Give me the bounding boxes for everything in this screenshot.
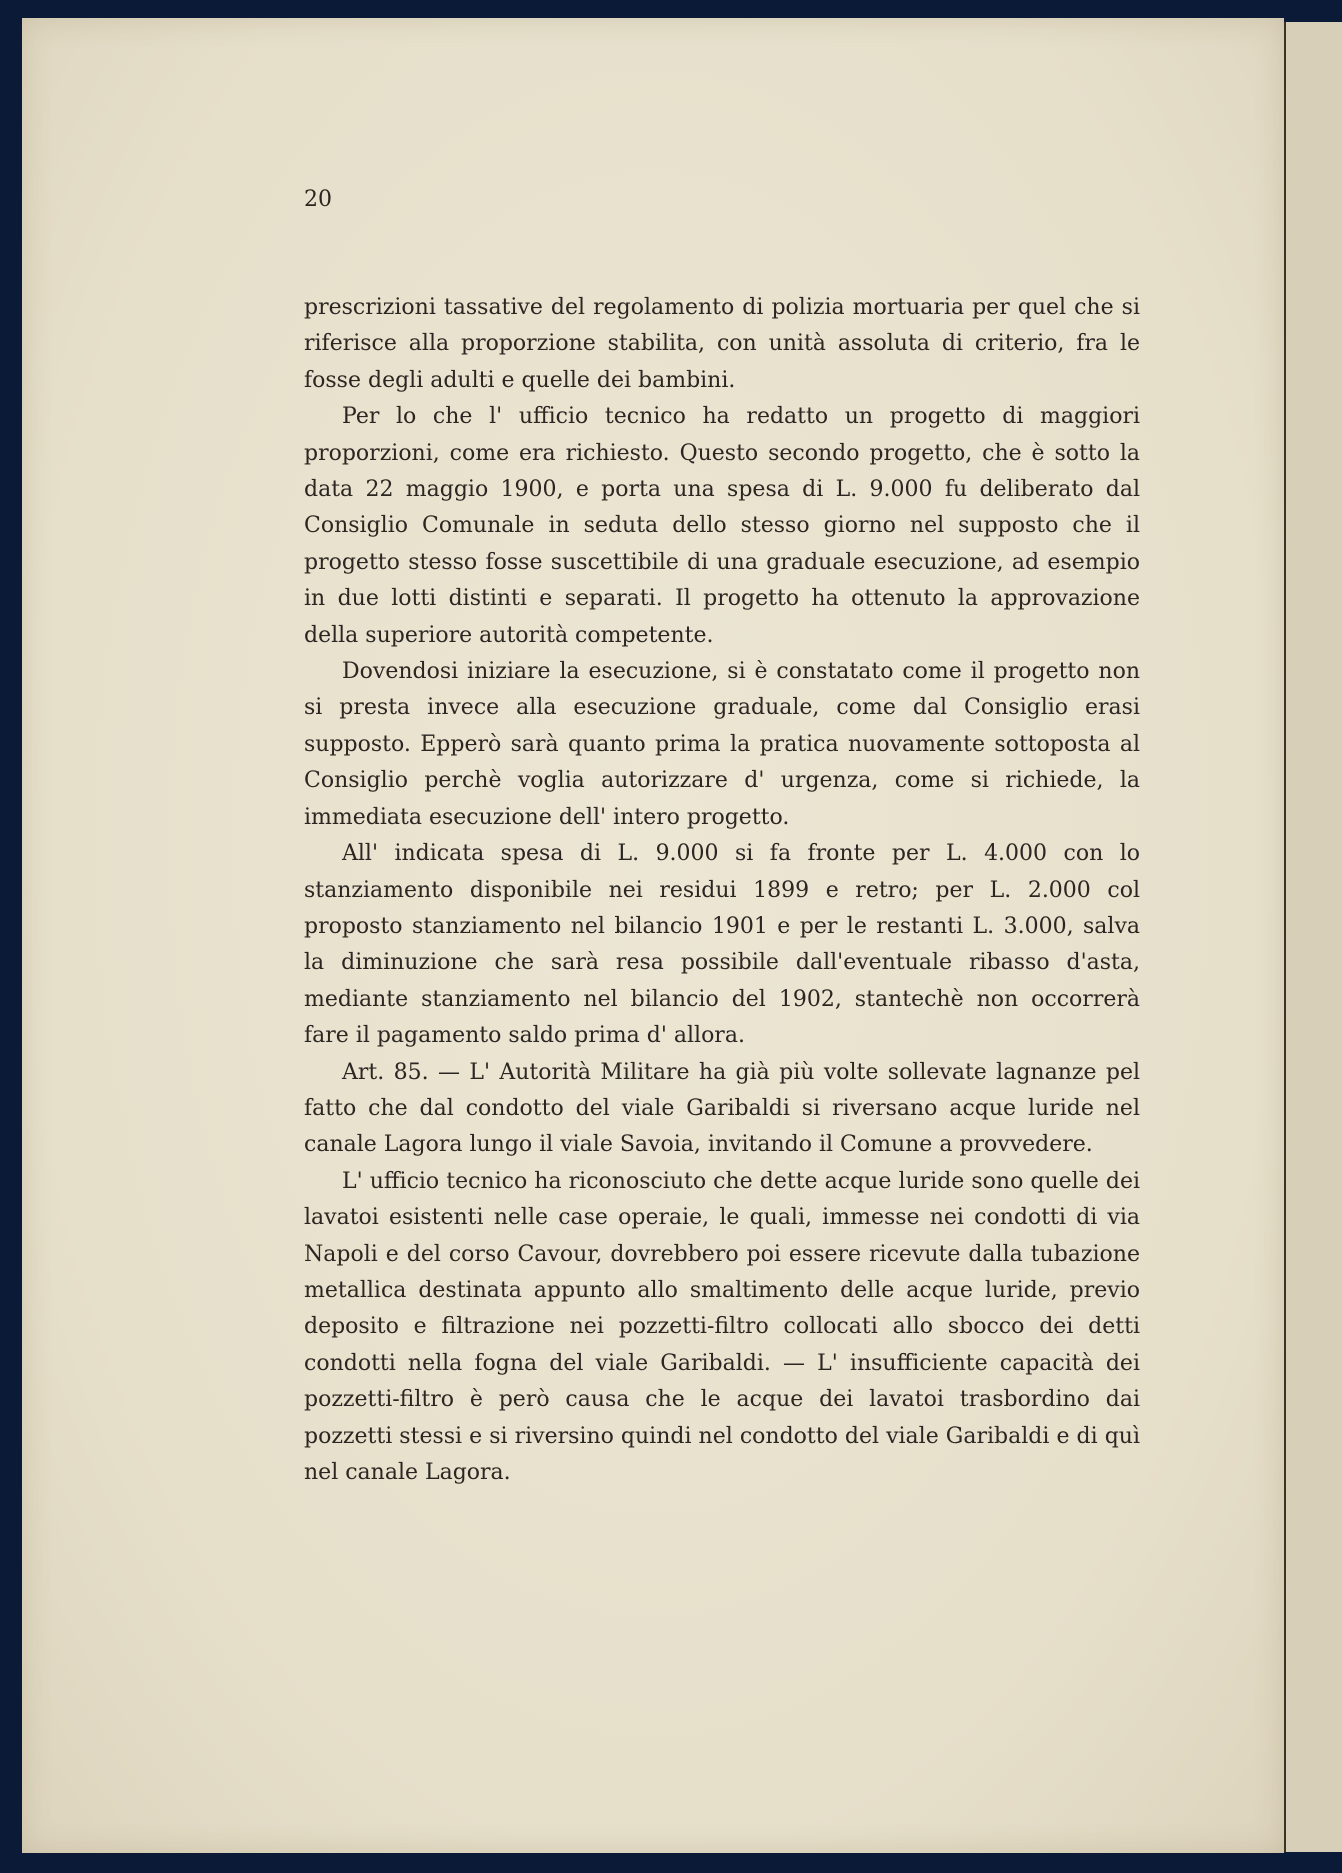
paragraph-4: All' indicata spesa di L. 9.000 si fa fronte per L. 4.000 con lo stanziamento disponibile nei residui 1899 e retro; per L. 2.000 col proposto stanziamento nel bilancio 1901 e per le restanti L. 3.000, salva la diminuzione che sarà resa possibile dall'eventuale ribasso d'asta, mediante stanziamento nel bilancio del 1902, stantechè non occorrerà fare il pagamento saldo prima d' allora. — [304, 841, 1140, 1049]
paragraph-3: Dovendosi iniziare la esecuzione, si è constatato come il progetto non si presta invece alla esecuzione graduale, come dal Consiglio erasi supposto. Epperò sarà quanto prima la pratica nuovamente sottoposta al Consiglio perchè voglia autorizzare d' urgenza, come si richiede, la immediata esecuzione dell' intero progetto. — [304, 659, 1140, 830]
page-text-body — [304, 290, 1140, 1491]
paragraph-1: prescrizioni tassative del regolamento di polizia mortuaria per quel che si riferisce alla proporzione stabilita, con unità assoluta di criterio, fra le fosse degli adulti e quelle dei bambini. — [304, 295, 1140, 393]
page-number: 20 — [304, 187, 332, 212]
paragraph-5: Art. 85. — L' Autorità Militare ha già più volte sollevate lagnanze pel fatto che dal condotto del viale Garibaldi si riversano acque luride nel canale Lagora lungo il viale Savoia, invitando il Comune a provvedere. — [304, 1059, 1140, 1158]
paragraph-6: L' ufficio tecnico ha riconosciuto che dette acque luride sono quelle dei lavatoi esistenti nelle case operaie, le quali, immesse nei condotti di via Napoli e del corso Cavour, dovrebbero poi essere ricevute dalla tubazione metallica destinata appunto allo smaltimento delle acque luride, previo deposito e filtrazione nei pozzetti-filtro collocati allo sbocco dei detti condotti nella fogna del viale Garibaldi. — L' insufficiente capacità dei pozzetti-filtro è però causa che le acque dei lavatoi trasbordino dai pozzetti stessi e si riversino quindi nel condotto del viale Garibaldi e di quì nel canale Lagora. — [304, 1168, 1140, 1485]
facing-page-edge — [1284, 22, 1342, 1852]
paragraph-2: Per lo che l' ufficio tecnico ha redatto un progetto di maggiori proporzioni, come era richiesto. Questo secondo progetto, che è sotto la data 22 maggio 1900, e porta una spesa di L. 9.000 fu deliberato dal Consiglio Comunale in seduta dello stesso giorno nel supposto che il progetto stesso fosse suscettibile di una graduale esecuzione, ad esempio in due lotti distinti e separati. Il progetto ha ottenuto la approvazione della superiore autorità competente. — [304, 404, 1140, 648]
